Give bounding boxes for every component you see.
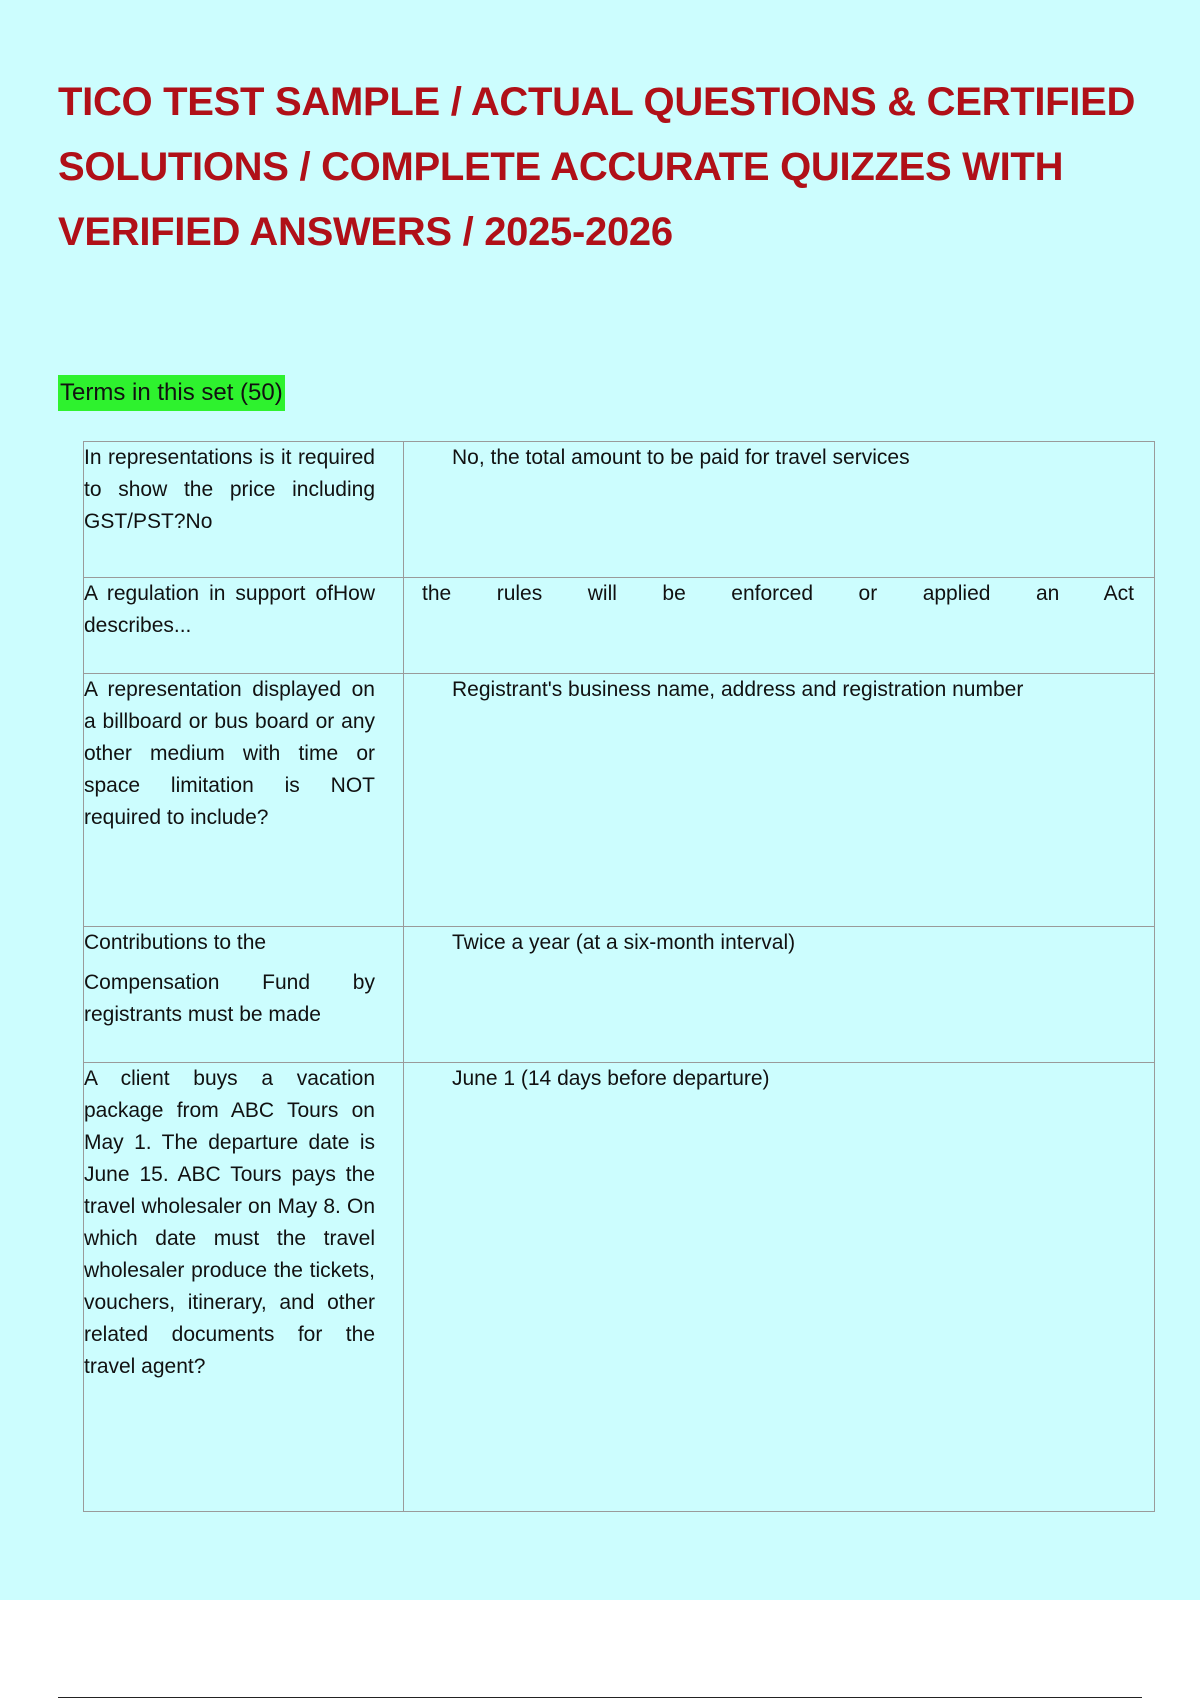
answer-text: Twice a year (at a six-month interval)	[452, 931, 796, 954]
table-row	[84, 1063, 1155, 1512]
table-row	[84, 674, 1155, 927]
question-cell	[84, 1063, 404, 1512]
terms-count-label: Terms in this set (50)	[58, 375, 285, 411]
question-text: A client buys a vacation package from ABC Tours on May 1. The departure date is June 15. ABC Tours pays the travel wholesaler on May 8. On which date must the travel wholesaler produce the tickets, vouchers, itinerary, and other related documents for the travel agent?	[84, 1067, 375, 1378]
question-text-line2: Compensation Fund by registrants must be made	[84, 971, 375, 1026]
question-text-line1: Contributions to the	[84, 931, 267, 954]
answer-text: Registrant's business name, address and registration number	[452, 678, 1024, 701]
answer-text: the rules will be enforced or applied an Act	[422, 582, 1134, 605]
question-text: A representation displayed on a billboard or bus board or any other medium with time or space limitation is NOT required to include?	[84, 678, 375, 829]
answer-text: June 1 (14 days before departure)	[452, 1067, 770, 1090]
answer-cell	[404, 442, 1155, 578]
answer-cell	[404, 927, 1155, 1063]
table-row	[84, 578, 1155, 674]
question-text: In representations is it required to show the price including GST/PST?No	[84, 446, 375, 533]
document-title: TICO TEST SAMPLE / ACTUAL QUESTIONS & CERTIFIED SOLUTIONS / COMPLETE ACCURATE QUIZZES WITH VERIFIED ANSWERS / 2025-2026	[58, 80, 1136, 254]
footer-divider	[58, 1697, 1142, 1698]
answer-text: No, the total amount to be paid for travel services	[452, 446, 910, 469]
question-cell	[84, 927, 404, 1063]
question-cell	[84, 674, 404, 927]
question-cell	[84, 442, 404, 578]
table-row	[84, 927, 1155, 1063]
table-row	[84, 442, 1155, 578]
answer-cell	[404, 674, 1155, 927]
question-text: A regulation in support ofHow describes...	[84, 582, 375, 637]
question-cell	[84, 578, 404, 674]
answer-cell	[404, 578, 1155, 674]
qa-table	[83, 441, 1155, 1512]
answer-cell	[404, 1063, 1155, 1512]
